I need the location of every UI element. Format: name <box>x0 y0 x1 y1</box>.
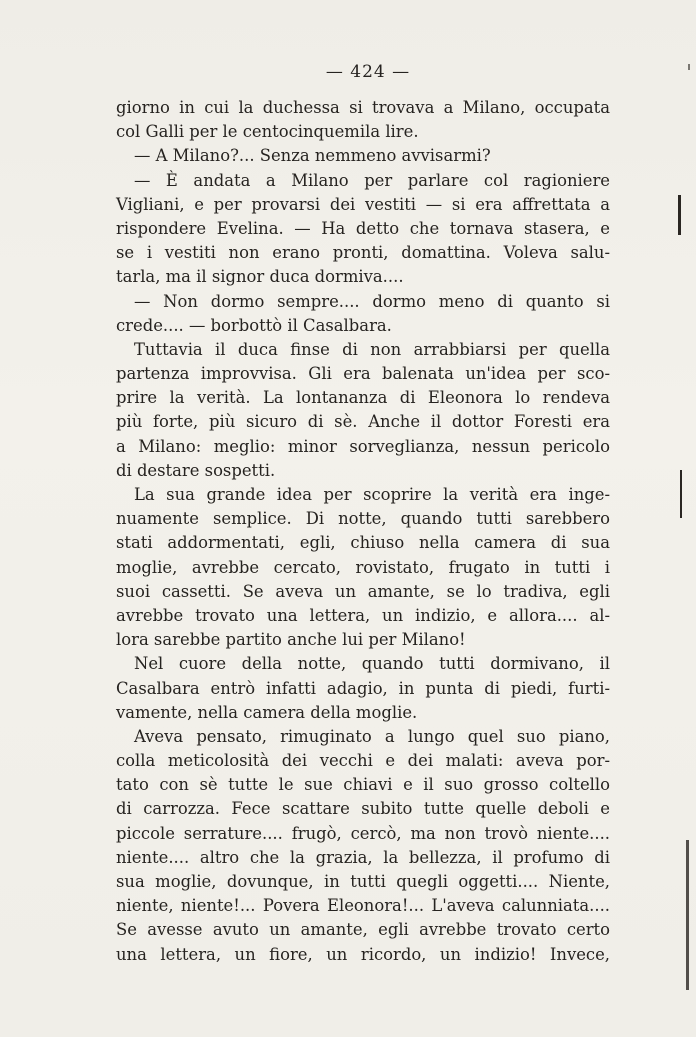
text-line: Tuttavia il duca finse di non arrabbiarsi per quella <box>134 339 610 359</box>
text-line: più forte, più sicuro di sè. Anche il dottor Foresti era <box>116 412 610 432</box>
text-line: suoi cassetti. Se aveva un amante, se lo tradiva, egli <box>116 581 610 601</box>
scan-edge-mark <box>678 195 681 235</box>
text-line: a Milano: meglio: minor sorveglianza, nessun pericolo <box>116 436 610 456</box>
text-line: niente, niente!... Povera Eleonora!... L'aveva calunniata.... <box>116 896 610 916</box>
text-line: partenza improvvisa. Gli era balenata un'idea per sco- <box>116 364 610 384</box>
text-line: vamente, nella camera della moglie. <box>116 702 418 722</box>
scan-edge-mark <box>680 470 682 518</box>
text-line: sua moglie, dovunque, in tutti quegli oggetti.... Niente, <box>116 872 610 891</box>
text-line: lora sarebbe partito anche lui per Milano! <box>116 630 466 650</box>
text-line: La sua grande idea per scoprire la verità era inge- <box>134 485 610 504</box>
text-line: nuamente semplice. Di notte, quando tutti sarebbero <box>116 509 610 529</box>
text-line: Aveva pensato, rimuginato a lungo quel suo piano, <box>134 726 610 746</box>
text-line: una lettera, un fiore, un ricordo, un indizio! Invece, <box>116 944 610 964</box>
text-line: Vigliani, e per provarsi dei vestiti — si era affrettata a <box>116 194 610 214</box>
scan-edge-mark <box>686 840 689 990</box>
text-line: Se avesse avuto un amante, egli avrebbe trovato certo <box>116 920 610 940</box>
text-line: giorno in cui la duchessa si trovava a Milano, occupata <box>116 98 610 117</box>
body-text <box>116 96 610 967</box>
text-line: tarla, ma il signor duca dormiva.... <box>116 267 404 287</box>
text-line: — È andata a Milano per parlare col ragioniere <box>134 170 610 190</box>
text-line: moglie, avrebbe cercato, rovistato, frugato in tutti i <box>116 557 610 577</box>
text-line: — A Milano?... Senza nemmeno avvisarmi? <box>134 146 491 166</box>
text-line: di destare sospetti. <box>116 460 276 480</box>
text-line: piccole serrature.... frugò, cercò, ma non trovò niente.... <box>116 823 610 843</box>
text-line: crede.... — borbottò il Casalbara. <box>116 315 392 335</box>
text-line: Casalbara entrò infatti adagio, in punta di piedi, furti- <box>116 678 610 698</box>
text-line: colla meticolosità dei vecchi e dei malati: aveva por- <box>116 751 610 771</box>
text-line: se i vestiti non erano pronti, domattina. Voleva salu- <box>116 243 610 263</box>
scan-edge-mark <box>688 64 690 70</box>
text-line: Nel cuore della notte, quando tutti dormivano, il <box>134 654 610 674</box>
text-line: stati addormentati, egli, chiuso nella camera di sua <box>116 533 610 553</box>
text-line: di carrozza. Fece scattare subito tutte quelle deboli e <box>116 799 610 819</box>
text-line: prire la verità. La lontananza di Eleonora lo rendeva <box>116 388 610 408</box>
text-line: avrebbe trovato una lettera, un indizio, e allora.... al- <box>116 605 610 625</box>
text-line: tato con sè tutte le sue chiavi e il suo grosso coltello <box>116 775 610 795</box>
text-line: rispondere Evelina. — Ha detto che tornava stasera, e <box>116 218 610 238</box>
text-line: — Non dormo sempre.... dormo meno di quanto si <box>134 291 610 311</box>
text-line: col Galli per le centocinquemila lire. <box>116 122 419 142</box>
page-number: — 424 — <box>325 62 411 82</box>
text-line: niente.... altro che la grazia, la bellezza, il profumo di <box>116 847 610 867</box>
